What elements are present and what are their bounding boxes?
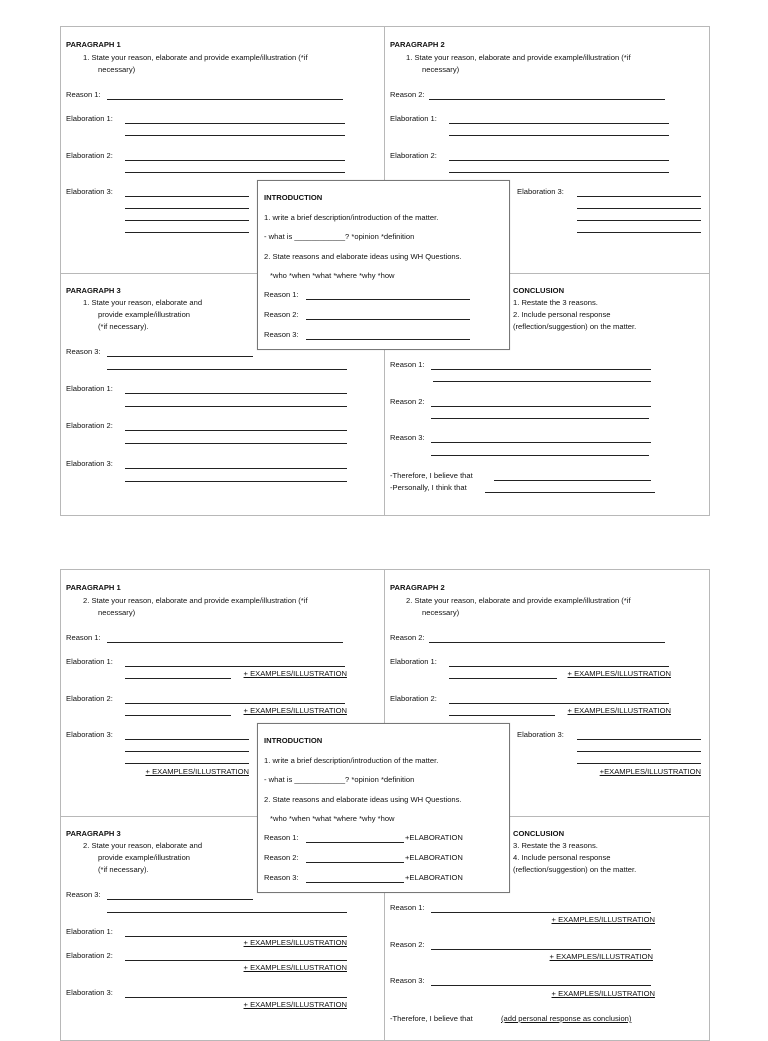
reason-3-line-2[interactable] [107,912,347,913]
conclusion-reason-2-examples-label: + EXAMPLES/ILLUSTRATION [549,952,653,961]
reason-3-label: Reason 3: [66,347,101,356]
p3-elaboration-2-label: Elaboration 2: [66,951,113,960]
therefore-personal-response[interactable]: (add personal response as conclusion) [501,1014,632,1023]
p2-elaboration-3-line[interactable] [577,196,701,197]
paragraph-3-instruction-cont-2: (*if necessary). [98,322,149,331]
worksheet-2 [60,569,710,1041]
p2-elaboration-1-example-line[interactable] [449,678,557,679]
elaboration-3-line-3[interactable] [125,220,249,221]
reason-3-line[interactable] [107,899,253,900]
conclusion-reason-3-label: Reason 3: [390,976,425,985]
paragraph-1-instruction: 1. State your reason, elaborate and provide example/illustration (*if [83,53,308,62]
elaboration-2-line-2[interactable] [125,172,345,173]
elaboration-3-line-2[interactable] [125,751,249,752]
conclusion-reason-3-line-2[interactable] [431,455,649,456]
intro-reason-2-label: Reason 2: [264,310,299,319]
paragraph-3-title: PARAGRAPH 3 [66,286,121,295]
p2-elaboration-3-label: Elaboration 3: [517,730,564,739]
intro-reason-2-elaboration-label: +ELABORATION [405,853,463,862]
introduction-what-is: - what is ____________? *opinion *definition [264,775,415,784]
paragraph-1-instruction-cont: necessary) [98,65,136,74]
elaboration-3-line-3[interactable] [125,763,249,764]
introduction-step-2: 2. State reasons and elaborate ideas using WH Questions. [264,252,462,261]
p3-elaboration-3-line[interactable] [125,997,347,998]
elaboration-2-line[interactable] [125,703,345,704]
conclusion-reason-3-line[interactable] [431,442,651,443]
paragraph-1-title: PARAGRAPH 1 [66,40,121,49]
elaboration-1-label: Elaboration 1: [66,114,113,123]
paragraph-3-instruction: 1. State your reason, elaborate and [83,298,203,307]
elaboration-1-label: Elaboration 1: [66,657,113,666]
intro-reason-1-line[interactable] [306,842,404,843]
p2-elaboration-2-examples-label: + EXAMPLES/ILLUSTRATION [567,706,671,715]
therefore-label: -Therefore, I believe that [390,471,473,480]
paragraph-3-title: PARAGRAPH 3 [66,829,121,838]
p2-elaboration-2-line[interactable] [449,703,669,704]
intro-reason-3-label: Reason 3: [264,330,299,339]
paragraph-3-instruction-cont: provide example/illustration [98,853,191,862]
p3-elaboration-1-line[interactable] [125,393,347,394]
p2-elaboration-1-examples-label: + EXAMPLES/ILLUSTRATION [567,669,671,678]
conclusion-reason-2-label: Reason 2: [390,940,425,949]
conclusion-step-1: 3. Restate the 3 reasons. [513,841,598,850]
introduction-wh-questions: *who *when *what *where *why *how [270,814,395,823]
p2-elaboration-3-line-4[interactable] [577,232,701,233]
reason-2-line[interactable] [429,642,665,643]
elaboration-1-example-line[interactable] [125,678,231,679]
p3-elaboration-2-examples-label: + EXAMPLES/ILLUSTRATION [243,963,347,972]
conclusion-step-2-cont: (reflection/suggestion) on the matter. [513,865,637,874]
elaboration-3-line[interactable] [125,196,249,197]
conclusion-reason-3-line[interactable] [431,985,651,986]
p3-elaboration-1-label: Elaboration 1: [66,927,113,936]
elaboration-3-line-2[interactable] [125,208,249,209]
reason-1-line[interactable] [107,99,343,100]
conclusion-step-1: 1. Restate the 3 reasons. [513,298,598,307]
conclusion-reason-1-line[interactable] [431,912,651,913]
intro-reason-1-label: Reason 1: [264,833,299,842]
p2-elaboration-2-example-line[interactable] [449,715,555,716]
p3-elaboration-1-label: Elaboration 1: [66,384,113,393]
conclusion-reason-2-label: Reason 2: [390,397,425,406]
paragraph-2-instruction-cont: necessary) [422,65,460,74]
p2-elaboration-3-line-2[interactable] [577,208,701,209]
p3-elaboration-2-line[interactable] [125,960,347,961]
elaboration-2-examples-label: + EXAMPLES/ILLUSTRATION [243,706,347,715]
intro-reason-3-elaboration-label: +ELABORATION [405,873,463,882]
reason-2-label: Reason 2: [390,633,425,642]
elaboration-1-line-2[interactable] [125,135,345,136]
elaboration-2-line[interactable] [125,160,345,161]
conclusion-title: CONCLUSION [513,829,565,838]
p2-elaboration-2-line-2[interactable] [449,172,669,173]
reason-3-line-2[interactable] [107,369,347,370]
paragraph-3-instruction: 2. State your reason, elaborate and [83,841,203,850]
conclusion-reason-2-line[interactable] [431,949,651,950]
conclusion-reason-2-line[interactable] [431,406,651,407]
elaboration-3-line-4[interactable] [125,232,249,233]
reason-1-line[interactable] [107,642,343,643]
p2-elaboration-1-label: Elaboration 1: [390,657,437,666]
p3-elaboration-2-line-2[interactable] [125,443,347,444]
p2-elaboration-3-line-2[interactable] [577,751,701,752]
paragraph-2-title: PARAGRAPH 2 [390,583,445,592]
introduction-what-is: - what is ____________? *opinion *definition [264,232,415,241]
introduction-step-2: 2. State reasons and elaborate ideas using WH Questions. [264,795,462,804]
elaboration-2-label: Elaboration 2: [66,151,113,160]
conclusion-reason-3-label: Reason 3: [390,433,425,442]
p2-elaboration-1-line[interactable] [449,666,669,667]
intro-reason-1-elaboration-label: +ELABORATION [405,833,463,842]
p2-elaboration-2-line[interactable] [449,160,669,161]
p3-elaboration-3-line[interactable] [125,468,347,469]
elaboration-3-line[interactable] [125,739,249,740]
paragraph-1-instruction: 2. State your reason, elaborate and provide example/illustration (*if [83,596,308,605]
p2-elaboration-3-line[interactable] [577,739,701,740]
conclusion-reason-1-line-2[interactable] [433,381,651,382]
elaboration-3-label: Elaboration 3: [66,730,113,739]
conclusion-reason-3-examples-label: + EXAMPLES/ILLUSTRATION [551,989,655,998]
therefore-label: -Therefore, I believe that [390,1014,473,1023]
reason-2-label: Reason 2: [390,90,425,99]
worksheet-1 [60,26,710,516]
reason-1-label: Reason 1: [66,90,101,99]
p2-elaboration-3-line-3[interactable] [577,220,701,221]
p2-elaboration-2-label: Elaboration 2: [390,151,437,160]
reason-3-line[interactable] [107,356,253,357]
p3-elaboration-2-line[interactable] [125,430,347,431]
p3-elaboration-3-line-2[interactable] [125,481,347,482]
personally-label: -Personally, I think that [390,483,467,492]
intro-reason-2-line[interactable] [306,862,404,863]
introduction-title: INTRODUCTION [264,193,323,202]
p3-elaboration-1-line-2[interactable] [125,406,347,407]
paragraph-2-title: PARAGRAPH 2 [390,40,445,49]
intro-reason-2-label: Reason 2: [264,853,299,862]
personally-line[interactable] [485,492,655,493]
paragraph-1-title: PARAGRAPH 1 [66,583,121,592]
paragraph-3-instruction-cont: provide example/illustration [98,310,191,319]
elaboration-1-examples-label: + EXAMPLES/ILLUSTRATION [243,669,347,678]
conclusion-step-2: 4. Include personal response [513,853,611,862]
conclusion-title: CONCLUSION [513,286,565,295]
introduction-title: INTRODUCTION [264,736,323,745]
introduction-step-1: 1. write a brief description/introduction of the matter. [264,756,439,765]
introduction-box [257,180,510,350]
conclusion-step-2-cont: (reflection/suggestion) on the matter. [513,322,637,331]
conclusion-reason-1-examples-label: + EXAMPLES/ILLUSTRATION [551,915,655,924]
reason-1-label: Reason 1: [66,633,101,642]
conclusion-reason-2-line-2[interactable] [431,418,649,419]
intro-reason-3-line[interactable] [306,339,470,340]
reason-3-label: Reason 3: [66,890,101,899]
intro-reason-1-label: Reason 1: [264,290,299,299]
elaboration-3-label: Elaboration 3: [66,187,113,196]
intro-reason-1-line[interactable] [306,299,470,300]
conclusion-reason-1-label: Reason 1: [390,360,425,369]
p2-elaboration-3-examples-label: +EXAMPLES/ILLUSTRATION [599,767,701,776]
paragraph-2-instruction: 1. State your reason, elaborate and provide example/illustration (*if [406,53,631,62]
p2-elaboration-3-label: Elaboration 3: [517,187,564,196]
p3-elaboration-3-label: Elaboration 3: [66,988,113,997]
paragraph-1-instruction-cont: necessary) [98,608,136,617]
intro-reason-3-line[interactable] [306,882,404,883]
conclusion-reason-1-label: Reason 1: [390,903,425,912]
elaboration-2-label: Elaboration 2: [66,694,113,703]
reason-2-line[interactable] [429,99,665,100]
p2-elaboration-1-label: Elaboration 1: [390,114,437,123]
introduction-step-1: 1. write a brief description/introduction of the matter. [264,213,439,222]
elaboration-1-line[interactable] [125,666,345,667]
p3-elaboration-1-line[interactable] [125,936,347,937]
p2-elaboration-3-line-3[interactable] [577,763,701,764]
p2-elaboration-1-line[interactable] [449,123,669,124]
conclusion-step-2: 2. Include personal response [513,310,611,319]
introduction-box [257,723,510,893]
p3-elaboration-2-label: Elaboration 2: [66,421,113,430]
intro-reason-3-label: Reason 3: [264,873,299,882]
p3-elaboration-3-label: Elaboration 3: [66,459,113,468]
p3-elaboration-1-examples-label: + EXAMPLES/ILLUSTRATION [243,938,347,947]
p3-elaboration-3-examples-label: + EXAMPLES/ILLUSTRATION [243,1000,347,1009]
introduction-wh-questions: *who *when *what *where *why *how [270,271,395,280]
paragraph-2-instruction-cont: necessary) [422,608,460,617]
p2-elaboration-2-label: Elaboration 2: [390,694,437,703]
conclusion-reason-1-line[interactable] [431,369,651,370]
therefore-line[interactable] [494,480,651,481]
elaboration-3-examples-label: + EXAMPLES/ILLUSTRATION [145,767,249,776]
paragraph-2-instruction: 2. State your reason, elaborate and provide example/illustration (*if [406,596,631,605]
elaboration-2-example-line[interactable] [125,715,231,716]
paragraph-3-instruction-cont-2: (*if necessary). [98,865,149,874]
elaboration-1-line[interactable] [125,123,345,124]
intro-reason-2-line[interactable] [306,319,470,320]
p2-elaboration-1-line-2[interactable] [449,135,669,136]
